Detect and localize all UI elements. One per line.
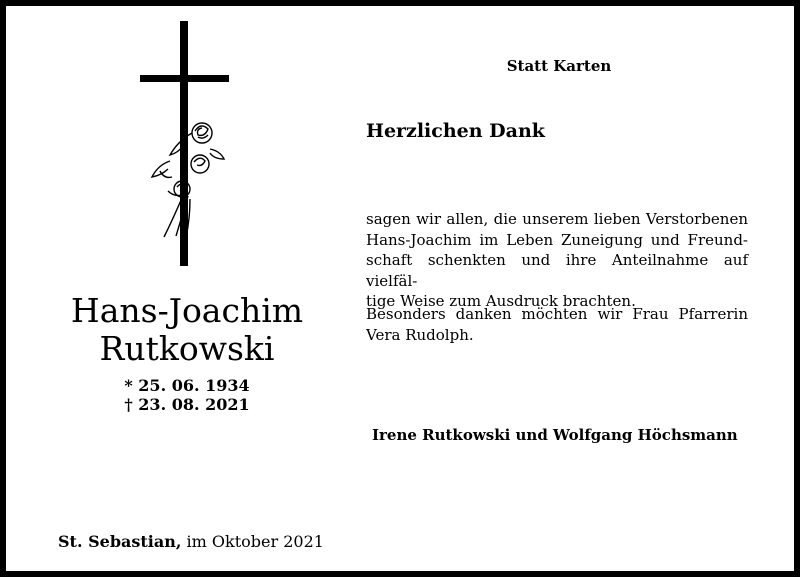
- name-line-last: Rutkowski: [99, 329, 275, 368]
- paragraph-line: schaft schenkten und ihre Anteilnahme auf vielfäl-: [366, 251, 748, 290]
- paragraph-line: Vera Rudolph.: [366, 325, 474, 344]
- place-name: St. Sebastian,: [58, 532, 182, 551]
- signature: Irene Rutkowski und Wolfgang Höchsmann: [372, 426, 738, 444]
- paragraph-line: tige Weise zum Ausdruck brachten.: [366, 292, 636, 310]
- name-line-first: Hans-Joachim: [70, 291, 304, 330]
- paragraph-line: sagen wir allen, die unserem lieben Verstorbenen: [366, 210, 748, 228]
- date-text: im Oktober 2021: [181, 532, 324, 551]
- death-date: † 23. 08. 2021: [124, 395, 250, 414]
- special-thanks-paragraph: [366, 304, 748, 345]
- birth-date: * 25. 06. 1934: [124, 376, 250, 395]
- cross-icon: [140, 21, 240, 271]
- place-date-line: [58, 532, 324, 551]
- life-dates: [26, 376, 348, 414]
- thanks-heading: Herzlichen Dank: [366, 120, 545, 142]
- cross-with-roses: [140, 21, 240, 271]
- paragraph-line: Hans-Joachim im Leben Zuneigung und Freund-: [366, 230, 748, 249]
- paragraph-line: Besonders danken möchten wir Frau Pfarrerin: [366, 305, 748, 323]
- thanks-paragraph: [366, 209, 748, 312]
- statt-karten-label: Statt Karten: [506, 57, 612, 75]
- deceased-name: [26, 292, 348, 368]
